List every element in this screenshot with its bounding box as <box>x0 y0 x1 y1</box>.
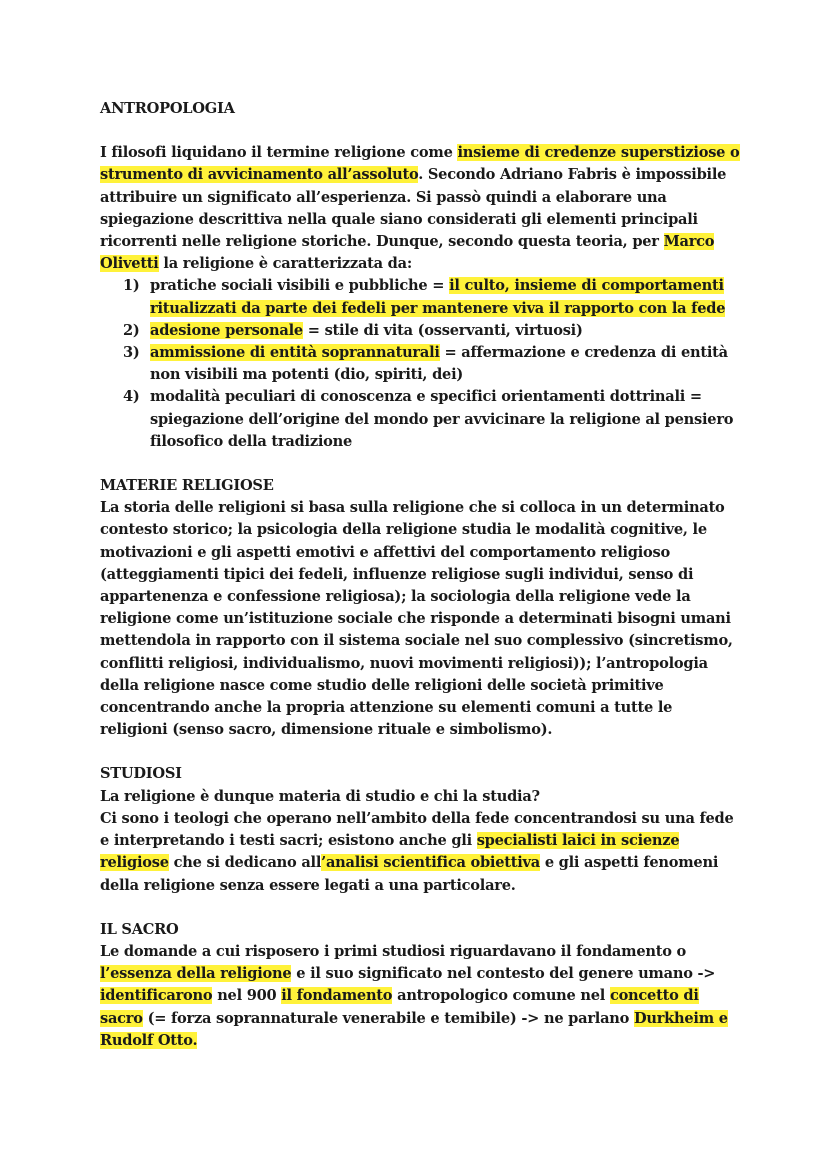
highlight-credenze: insieme di credenze superstiziose o strumento di avvicinamento all’assoluto <box>100 144 740 184</box>
list-item: 3) ammissione di entità soprannaturali = affermazione e credenza di entità non visibili ma potenti (dio, spiriti, dei) <box>123 344 728 384</box>
highlight-adesione: adesione personale <box>150 321 303 339</box>
highlight-marco-olivetti: Marco Olivetti <box>100 233 715 273</box>
paragraph-sacro: Le domande a cui risposero i primi studiosi riguardavano il fondamento o l’essenza della religione e il suo significato nel contesto del genere umano -> identificarono nel 900 il fondamento antropologico comune nel concetto di sacro (= forza soprannaturale venerabile e temibile) -> ne parlano Durkheim e Rudolf Otto. <box>100 942 728 1049</box>
list-item: 4) modalità peculiari di conoscenza e specifici orientamenti dottrinali = spiegazione dell’origine del mondo per avvicinare la religione al pensiero filosofico della tradizione <box>123 388 734 450</box>
highlight-analisi: ’analisi scientifica obiettiva <box>321 854 540 872</box>
list-item: 2) adesione personale = stile di vita (osservanti, virtuosi) <box>123 321 583 339</box>
highlight-culto: il culto, insieme di comportamenti ritualizzati da parte dei fedeli per mantenere viva il rapporto con la fede <box>150 277 726 317</box>
highlight-ammissione: ammissione di entità soprannaturali <box>150 344 440 362</box>
heading-materie-religiose: MATERIE RELIGIOSE <box>100 477 274 495</box>
list-item: 1) pratiche sociali visibili e pubbliche = il culto, insieme di comportamenti ritualizzati da parte dei fedeli per mantenere viva il rapporto con la fede <box>123 277 726 317</box>
highlight-identificarono: identificarono <box>100 987 213 1005</box>
heading-antropologia: ANTROPOLOGIA <box>100 100 235 117</box>
paragraph-materie: La storia delle religioni si basa sulla religione che si colloca in un determinato contesto storico; la psicologia della religione studia le modalità cognitive, le motivazioni e gli aspetti emotivi e affettivi del comportamento religioso (atteggiamenti tipici dei fedeli, influenze religiose sugli individui, senso di appartenenza e confessione religiosa); la sociologia della religione vede la religione come un’istituzione sociale che risponde a determinati bisogni umani mettendola in rapporto con il sistema sociale nel suo complessivo (sincretismo, conflitti religiosi, individualismo, nuovi movimenti religiosi)); l’antropologia della religione nasce come studio delle religioni delle società primitive concentrando anche la propria attenzione su elementi comuni a tutte le religioni (senso sacro, dimensione rituale e simbolismo). <box>100 499 733 739</box>
document-page <box>100 98 740 1052</box>
paragraph-antropologia-intro: I filosofi liquidano il termine religione come insieme di credenze superstiziose o strumento di avvicinamento all’assoluto. Secondo Adriano Fabris è impossibile attribuire un significato all’esperienza. Si passò quindi a elaborare una spiegazione descrittiva nella quale siano considerati gli elementi principali ricorrenti nelle religione storiche. Dunque, secondo questa teoria, per Marco Olivetti la religione è caratterizzata da: <box>100 144 740 273</box>
heading-studiosi: STUDIOSI <box>100 765 182 783</box>
highlight-concetto-sacro: concetto di sacro <box>100 987 699 1027</box>
highlight-essenza: l’essenza della religione <box>100 965 292 983</box>
highlight-durkheim-otto: Durkheim e Rudolf Otto. <box>100 1009 728 1049</box>
highlight-fondamento: il fondamento <box>281 987 393 1005</box>
highlight-specialisti: specialisti laici in scienze religiose <box>100 832 680 872</box>
paragraph-studiosi: Ci sono i teologi che operano nell’ambito della fede concentrandosi su una fede e interpretando i testi sacri; esistono anche gli specialisti laici in scienze religiose che si dedicano all’analisi scientifica obiettiva e gli aspetti fenomeni della religione senza essere legati a una particolare. <box>100 809 734 894</box>
heading-il-sacro: IL SACRO <box>100 920 179 938</box>
characteristics-list <box>100 275 740 453</box>
paragraph-studiosi-question: La religione è dunque materia di studio e chi la studia? <box>100 787 540 805</box>
